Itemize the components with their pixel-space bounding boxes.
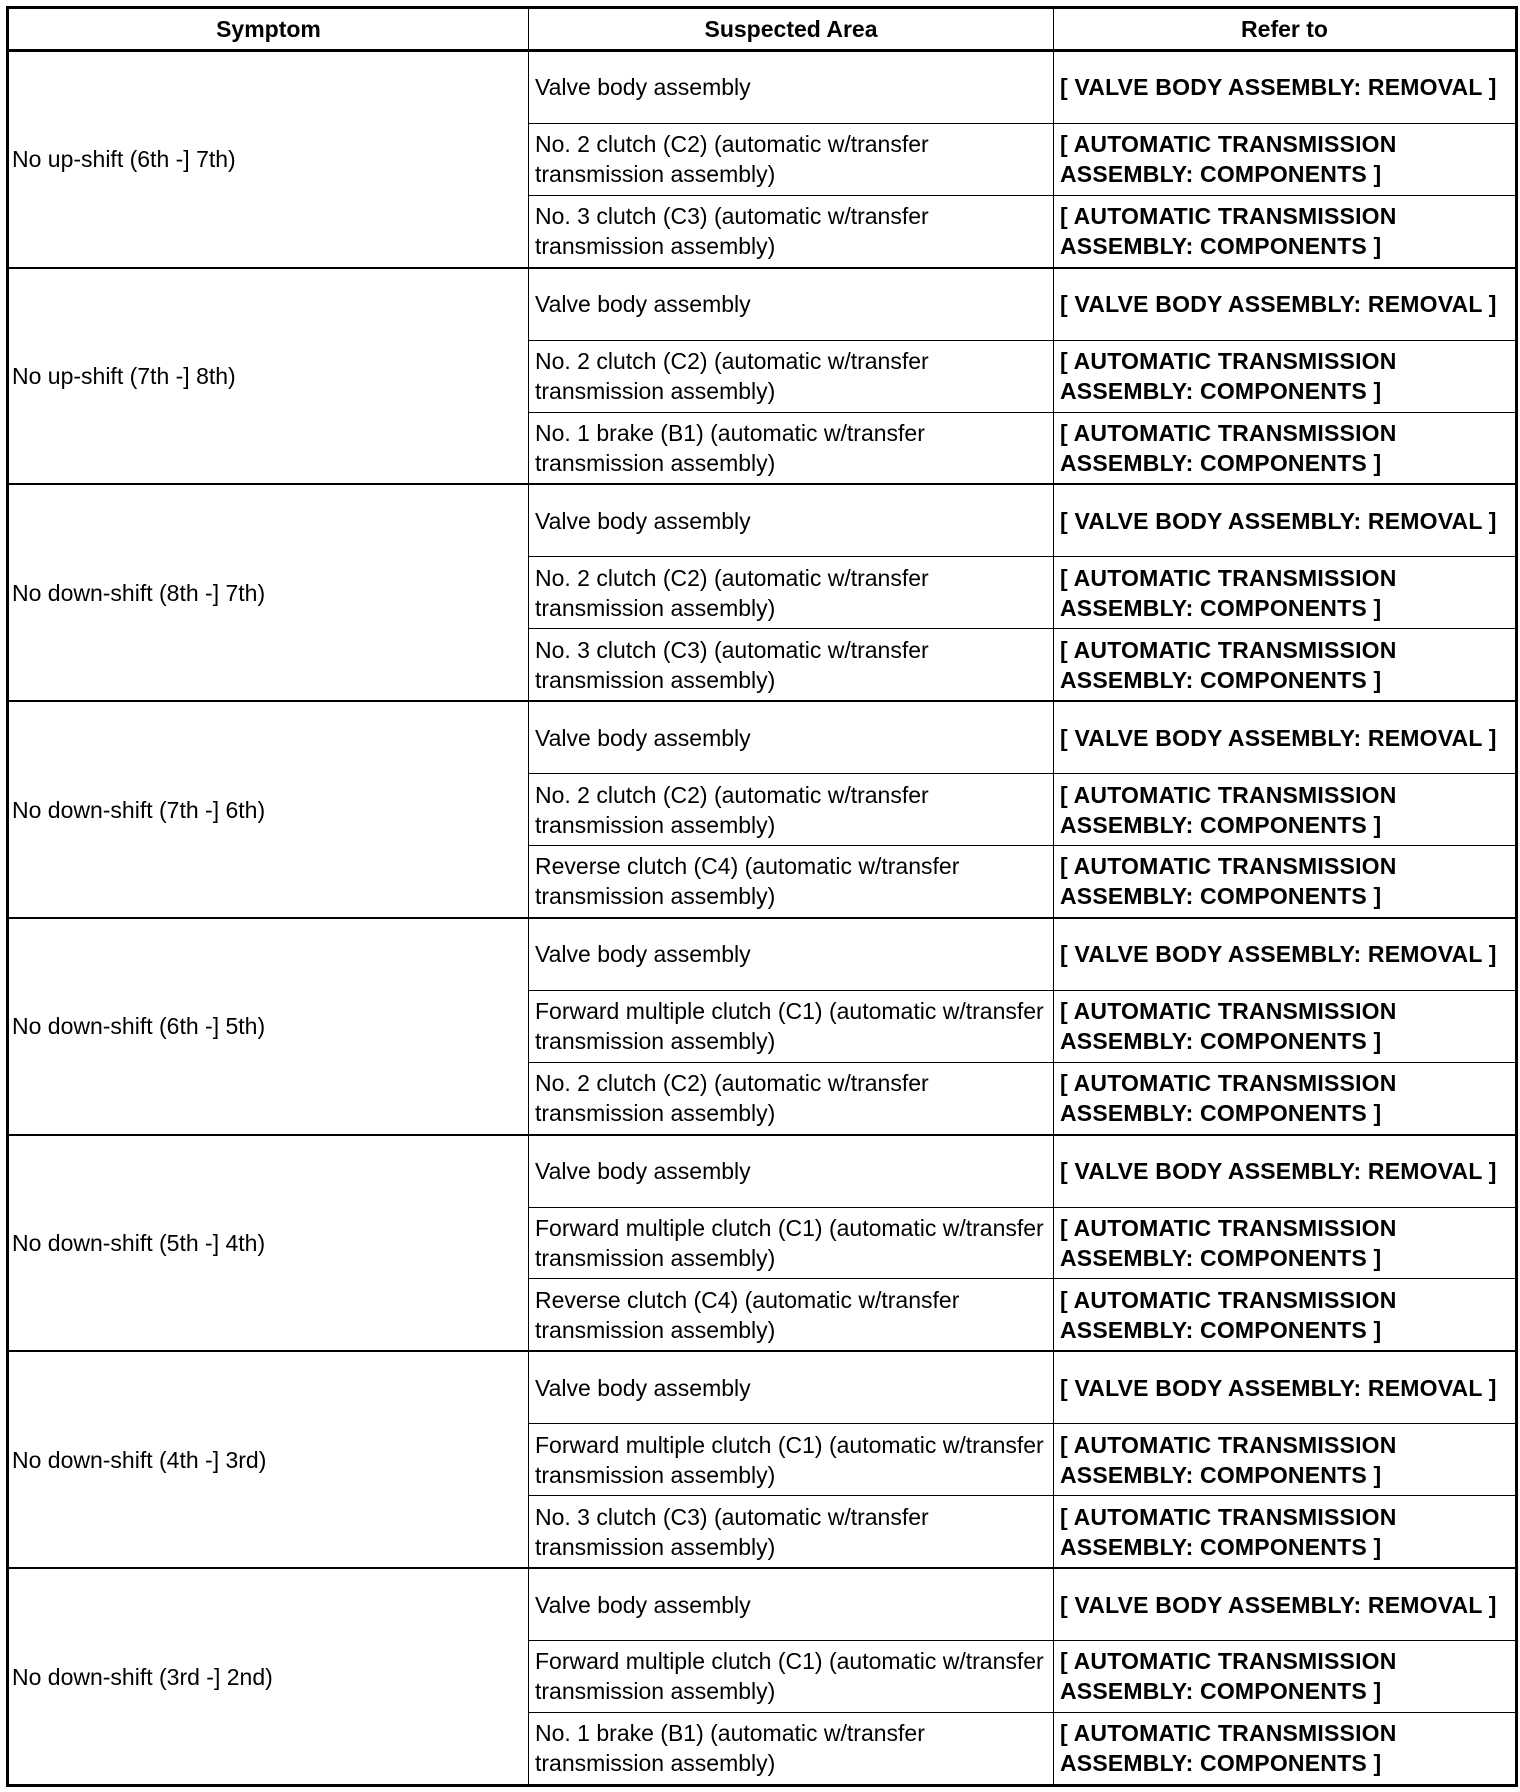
refer-to-cell: [ VALVE BODY ASSEMBLY: REMOVAL ] (1054, 51, 1517, 124)
table-body (8, 51, 1517, 1786)
suspected-area-cell: Reverse clutch (C4) (automatic w/transfer transmission assembly) (529, 845, 1054, 917)
suspected-area-cell: No. 1 brake (B1) (automatic w/transfer transmission assembly) (529, 1712, 1054, 1785)
suspected-area-cell: Forward multiple clutch (C1) (automatic w/transfer transmission assembly) (529, 1207, 1054, 1279)
suspected-area-cell: No. 2 clutch (C2) (automatic w/transfer transmission assembly) (529, 1062, 1054, 1134)
refer-to-cell: [ AUTOMATIC TRANSMISSION ASSEMBLY: COMPONENTS ] (1054, 845, 1517, 917)
refer-to-cell: [ AUTOMATIC TRANSMISSION ASSEMBLY: COMPONENTS ] (1054, 557, 1517, 629)
suspected-area-cell: Valve body assembly (529, 918, 1054, 990)
header-symptom: Symptom (8, 8, 529, 51)
suspected-area-cell: Valve body assembly (529, 51, 1054, 124)
suspected-area-cell: Forward multiple clutch (C1) (automatic w/transfer transmission assembly) (529, 990, 1054, 1062)
refer-to-cell: [ AUTOMATIC TRANSMISSION ASSEMBLY: COMPONENTS ] (1054, 195, 1517, 267)
suspected-area-cell: Reverse clutch (C4) (automatic w/transfer transmission assembly) (529, 1279, 1054, 1351)
refer-to-cell: [ VALVE BODY ASSEMBLY: REMOVAL ] (1054, 1135, 1517, 1207)
suspected-area-cell: Forward multiple clutch (C1) (automatic w/transfer transmission assembly) (529, 1640, 1054, 1712)
refer-to-cell: [ AUTOMATIC TRANSMISSION ASSEMBLY: COMPONENTS ] (1054, 1207, 1517, 1279)
suspected-area-cell: Forward multiple clutch (C1) (automatic w/transfer transmission assembly) (529, 1424, 1054, 1496)
symptom-cell: No up-shift (6th -] 7th) (8, 51, 529, 268)
suspected-area-cell: Valve body assembly (529, 1135, 1054, 1207)
refer-to-cell: [ VALVE BODY ASSEMBLY: REMOVAL ] (1054, 484, 1517, 556)
suspected-area-cell: No. 2 clutch (C2) (automatic w/transfer transmission assembly) (529, 774, 1054, 846)
table-row (8, 1135, 1517, 1207)
suspected-area-cell: No. 3 clutch (C3) (automatic w/transfer transmission assembly) (529, 1496, 1054, 1568)
table-row (8, 484, 1517, 556)
suspected-area-cell: No. 1 brake (B1) (automatic w/transfer transmission assembly) (529, 412, 1054, 484)
suspected-area-cell: No. 2 clutch (C2) (automatic w/transfer transmission assembly) (529, 123, 1054, 195)
table-row (8, 918, 1517, 990)
refer-to-cell: [ AUTOMATIC TRANSMISSION ASSEMBLY: COMPONENTS ] (1054, 774, 1517, 846)
symptom-cell: No down-shift (7th -] 6th) (8, 701, 529, 918)
refer-to-cell: [ VALVE BODY ASSEMBLY: REMOVAL ] (1054, 1568, 1517, 1640)
refer-to-cell: [ VALVE BODY ASSEMBLY: REMOVAL ] (1054, 918, 1517, 990)
refer-to-cell: [ VALVE BODY ASSEMBLY: REMOVAL ] (1054, 268, 1517, 340)
refer-to-cell: [ AUTOMATIC TRANSMISSION ASSEMBLY: COMPONENTS ] (1054, 1279, 1517, 1351)
symptom-cell: No down-shift (8th -] 7th) (8, 484, 529, 701)
header-suspected-area: Suspected Area (529, 8, 1054, 51)
symptom-cell: No down-shift (4th -] 3rd) (8, 1351, 529, 1568)
suspected-area-cell: Valve body assembly (529, 268, 1054, 340)
refer-to-cell: [ AUTOMATIC TRANSMISSION ASSEMBLY: COMPONENTS ] (1054, 629, 1517, 701)
refer-to-cell: [ AUTOMATIC TRANSMISSION ASSEMBLY: COMPONENTS ] (1054, 1424, 1517, 1496)
table-row (8, 268, 1517, 340)
table-header (8, 8, 1517, 51)
refer-to-cell: [ AUTOMATIC TRANSMISSION ASSEMBLY: COMPONENTS ] (1054, 990, 1517, 1062)
refer-to-cell: [ VALVE BODY ASSEMBLY: REMOVAL ] (1054, 1351, 1517, 1423)
table-row (8, 1568, 1517, 1640)
suspected-area-cell: Valve body assembly (529, 1351, 1054, 1423)
refer-to-cell: [ AUTOMATIC TRANSMISSION ASSEMBLY: COMPONENTS ] (1054, 1062, 1517, 1134)
refer-to-cell: [ AUTOMATIC TRANSMISSION ASSEMBLY: COMPONENTS ] (1054, 1496, 1517, 1568)
suspected-area-cell: No. 3 clutch (C3) (automatic w/transfer transmission assembly) (529, 195, 1054, 267)
refer-to-cell: [ AUTOMATIC TRANSMISSION ASSEMBLY: COMPONENTS ] (1054, 412, 1517, 484)
refer-to-cell: [ AUTOMATIC TRANSMISSION ASSEMBLY: COMPONENTS ] (1054, 1712, 1517, 1785)
header-refer-to: Refer to (1054, 8, 1517, 51)
suspected-area-cell: Valve body assembly (529, 701, 1054, 773)
table-row (8, 701, 1517, 773)
suspected-area-cell: Valve body assembly (529, 1568, 1054, 1640)
symptom-cell: No down-shift (5th -] 4th) (8, 1135, 529, 1352)
suspected-area-cell: No. 2 clutch (C2) (automatic w/transfer transmission assembly) (529, 340, 1054, 412)
refer-to-cell: [ VALVE BODY ASSEMBLY: REMOVAL ] (1054, 701, 1517, 773)
header-row (8, 8, 1517, 51)
suspected-area-cell: No. 3 clutch (C3) (automatic w/transfer transmission assembly) (529, 629, 1054, 701)
refer-to-cell: [ AUTOMATIC TRANSMISSION ASSEMBLY: COMPONENTS ] (1054, 123, 1517, 195)
suspected-area-cell: No. 2 clutch (C2) (automatic w/transfer transmission assembly) (529, 557, 1054, 629)
table-row (8, 51, 1517, 124)
table-row (8, 1351, 1517, 1423)
symptom-cell: No down-shift (3rd -] 2nd) (8, 1568, 529, 1785)
troubleshooting-table (6, 6, 1518, 1787)
symptom-cell: No up-shift (7th -] 8th) (8, 268, 529, 485)
suspected-area-cell: Valve body assembly (529, 484, 1054, 556)
symptom-cell: No down-shift (6th -] 5th) (8, 918, 529, 1135)
refer-to-cell: [ AUTOMATIC TRANSMISSION ASSEMBLY: COMPONENTS ] (1054, 340, 1517, 412)
refer-to-cell: [ AUTOMATIC TRANSMISSION ASSEMBLY: COMPONENTS ] (1054, 1640, 1517, 1712)
